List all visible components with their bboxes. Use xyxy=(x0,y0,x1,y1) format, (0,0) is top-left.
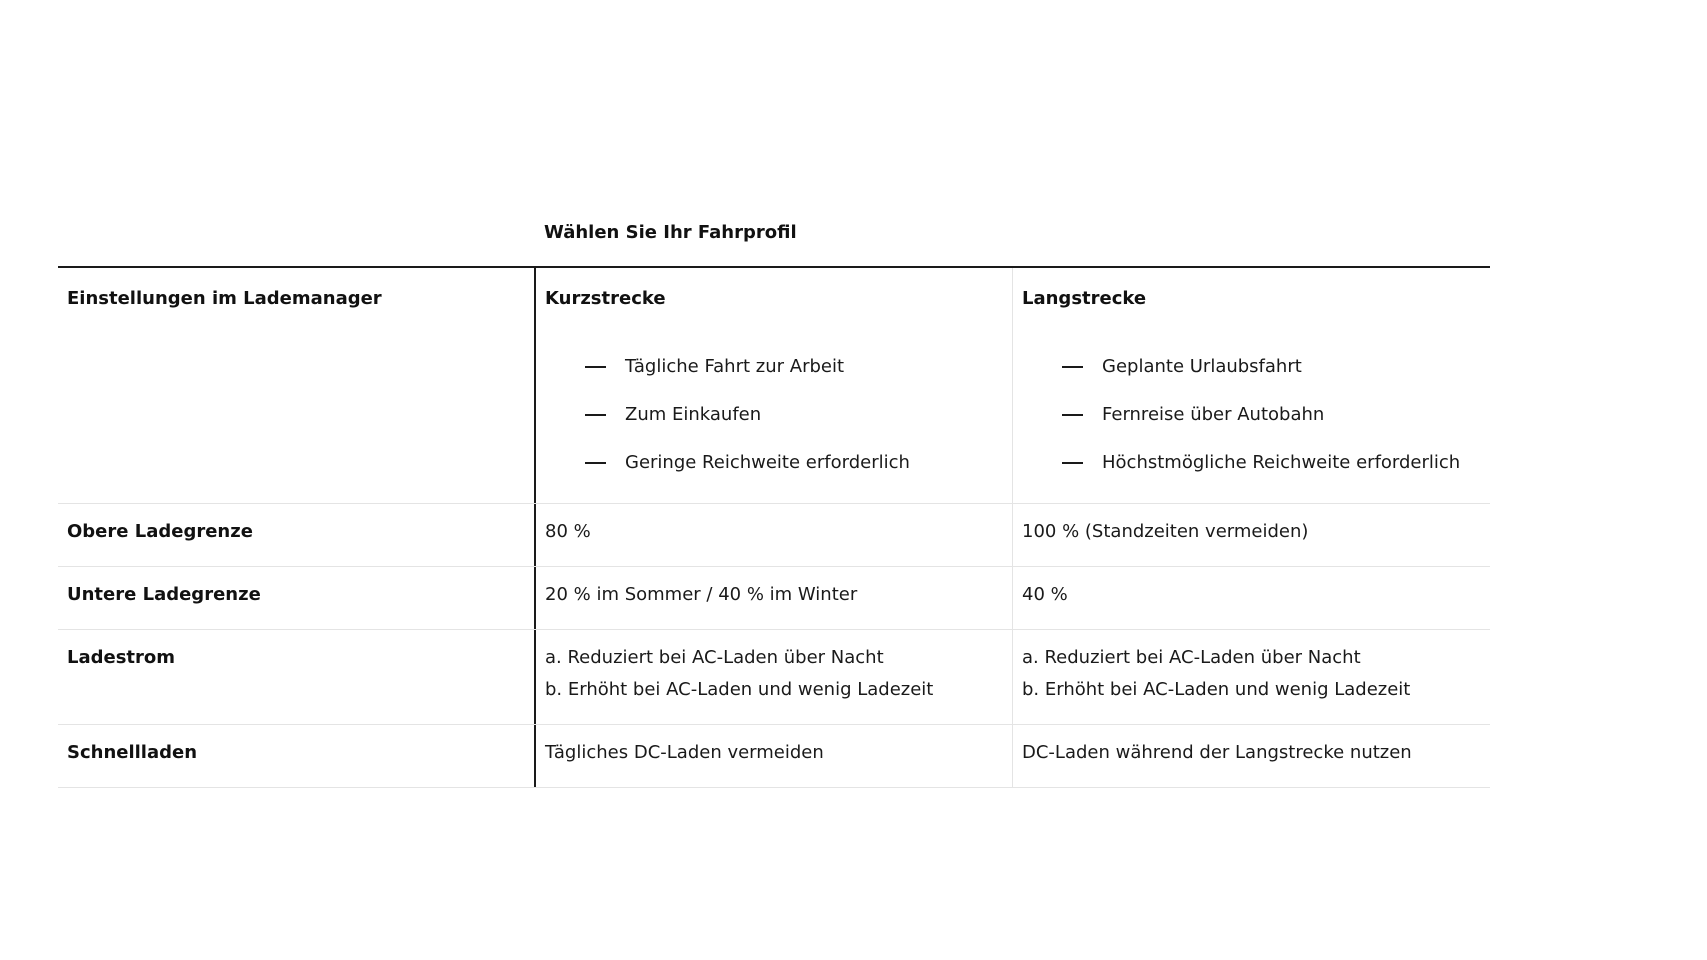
table-row-charging-current xyxy=(58,630,1490,725)
short-distance-cell: a. Reduziert bei AC-Laden über Nacht b. Erhöht bei AC-Laden und wenig Ladezeit xyxy=(536,630,1013,724)
row-label: Obere Ladegrenze xyxy=(58,504,536,566)
charging-settings-table xyxy=(58,266,1490,788)
short-distance-cell: 80 % xyxy=(536,504,1013,566)
short-distance-cell: 20 % im Sommer / 40 % im Winter xyxy=(536,567,1013,629)
dash-icon xyxy=(585,462,606,464)
short-distance-column-header xyxy=(536,268,1013,503)
dash-icon xyxy=(1062,414,1083,416)
dash-icon xyxy=(585,366,606,368)
row-label: Untere Ladegrenze xyxy=(58,567,536,629)
long-distance-title: Langstrecke xyxy=(1022,288,1147,309)
dash-icon xyxy=(1062,366,1083,368)
profile-heading: Wählen Sie Ihr Fahrprofil xyxy=(544,222,797,243)
table-row-upper-limit xyxy=(58,504,1490,567)
short-distance-list xyxy=(545,343,1003,487)
list-item: Geringe Reichweite erforderlich xyxy=(585,439,1003,487)
dash-icon xyxy=(1062,462,1083,464)
long-distance-column-header xyxy=(1013,268,1490,503)
dash-icon xyxy=(585,414,606,416)
list-item: Geplante Urlaubsfahrt xyxy=(1062,343,1481,391)
list-item: Tägliche Fahrt zur Arbeit xyxy=(585,343,1003,391)
short-distance-title: Kurzstrecke xyxy=(545,288,666,309)
list-item: Fernreise über Autobahn xyxy=(1062,391,1481,439)
list-item: Zum Einkaufen xyxy=(585,391,1003,439)
long-distance-cell: DC-Laden während der Langstrecke nutzen xyxy=(1022,742,1412,763)
list-item: Höchstmögliche Reichweite erforderlich xyxy=(1062,439,1481,487)
table-row-lower-limit xyxy=(58,567,1490,630)
table-row-fast-charging xyxy=(58,725,1490,788)
long-distance-cell: a. Reduziert bei AC-Laden über Nacht b. Erhöht bei AC-Laden und wenig Ladezeit xyxy=(1022,647,1411,700)
long-distance-cell: 100 % (Standzeiten vermeiden) xyxy=(1022,521,1309,542)
long-distance-cell: 40 % xyxy=(1022,584,1068,605)
row-label: Ladestrom xyxy=(58,630,536,724)
short-distance-cell: Tägliches DC-Laden vermeiden xyxy=(536,725,1013,787)
table-header-row xyxy=(58,268,1490,504)
long-distance-list xyxy=(1022,343,1481,487)
settings-column-header: Einstellungen im Lademanager xyxy=(58,268,536,503)
row-label: Schnellladen xyxy=(58,725,536,787)
